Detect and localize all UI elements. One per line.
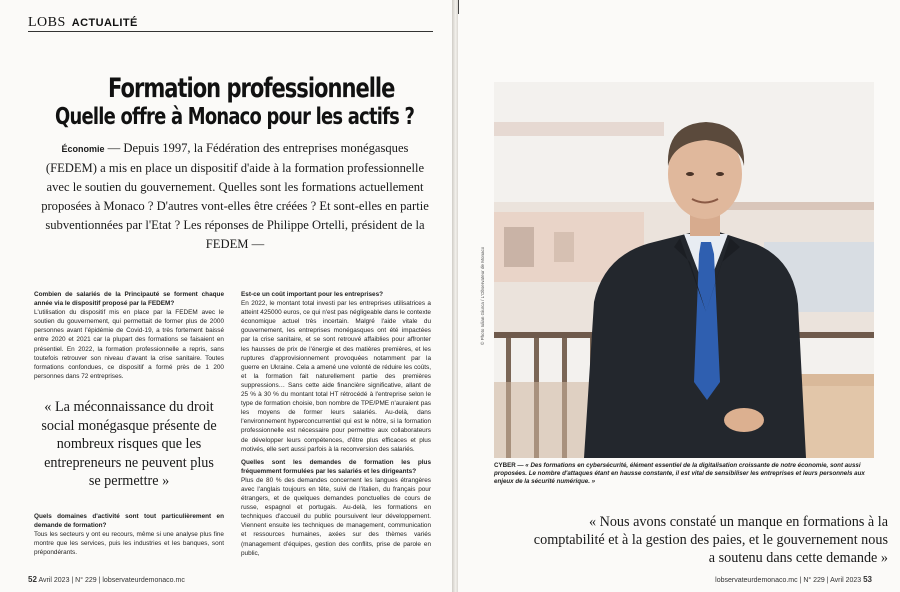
question-4: Quelles sont les demandes de formation les plus fréquemment formulées par les salariés et les dirigeants? [241,458,431,475]
folio-right-text: lobservateurdemonaco.mc | N° 229 | Avril 2023 [715,577,862,584]
header-rule [28,31,433,32]
crop-mark [458,0,459,14]
article-lead [40,139,430,254]
folio-right [715,575,872,584]
pull-quote-left: « La méconnaissance du droit social monégasque présente de nombreux risques que les entrepreneurs ne peuvent plus se permettre » [41,399,217,490]
hand [724,408,764,432]
question-3: Est-ce un coût important pour les entreprises? [241,291,384,298]
folio-left-text: Avril 2023 | N° 229 | lobservateurdemonaco.mc [38,577,185,584]
answer-4: Plus de 80 % des demandes concernent les langues étrangères avec l'anglais toujours en tête, suivi de l'italien, du français pour étrangers, et de quelques demandes ponctuelles de cours de russe, espagnol et portugais. Au-delà, les formations en techniques d'accueil du public poursuivent leur développement. Viennent ensuite les techniques de management, communication et ressources humaines, axées sur des thèmes variés (management d'équipes, gestion des conflits, prise de parole en public, [241,476,431,557]
pull-quote-right: « Nous avons constaté un manque en formations à la comptabilité et à la gestion des paies, et le gouvernement nous a soutenu dans cette demande » [533,514,888,566]
answer-3: En 2022, le montant total investi par les entreprises utilisatrices a atteint 425000 euros, ce qui n'est pas négligeable dans le contexte économique actuel très incertain. Malgré l'aide vitale du gouvernement, les entreprises monégasques ont été impactées par la crise sanitaire, et se sont retrouvé affaiblies pour affronter les hausses de prix de l'énergie et des matières premières, et les ruptures d'approvisionnement provoquées notamment par la guerre en Ukraine. Cela a amené une volonté de réduire les coûts, et la formation fait naturellement partie des premières suppressions… Sans cette aide financière significative, allant de 25 % à 30 % du montant total HT rétrocédé à l'entreprise selon le type de formation choisie, bon nombre de TPE/PME n'auraient pas les moyens de former leurs salariés. Au-delà, dans l'environnement hyperconcurrentiel qui est le nôtre, si la formation professionnelle est nécessaire pour permettre aux collaborateurs de développer leurs compétences, d'être plus efficaces et plus motivés, elle sert aussi parfois à la reconversion des salariés. [241,300,431,453]
answer-2: Tous les secteurs y ont eu recours, même si une analyse plus fine montre que les services, puis les industries et les banques, sont prépondérants. [34,531,224,557]
column-left-bottom [34,512,224,561]
folio-left [28,575,185,584]
suit-jacket [584,232,806,458]
section-rubric: ACTUALITÉ [71,17,138,29]
photo-credit: © Photo Iulian Giurca / L'Observateur de Monaco [480,246,485,345]
page-number-left: 52 [28,575,37,584]
lead-text: — Depuis 1997, la Fédération des entreprises monégasques (FEDEM) a mis en place un dispositif d'aide à la formation professionnelle avec le soutien du gouvernement. Quelles sont les formations actuellement proposées à Monaco ? D'autres vont-elles être créées ? Et sont-elles en partie subventionnées par l'Etat ? Les réponses de Philippe Ortelli, président de la FEDEM — [41,141,429,251]
photo-caption [494,462,874,487]
column-right [241,290,431,562]
right-page [458,0,900,592]
article-subtitle: Quelle offre à Monaco pour les actifs ? [55,104,415,130]
caption-label: CYBER [494,462,516,469]
page-number-right: 53 [863,575,872,584]
column-left [34,290,224,385]
portrait-photo [494,82,874,458]
caption-text: — « Des formations en cybersécurité, élément essentiel de la digitalisation croissante de notre économie, sont aussi proposées. Le nombre d'attaques étant en hausse constante, il est vital de sensibiliser les entreprises et leurs personnels aux enjeux de la sécurité numérique. » [494,462,865,486]
page-header [28,15,138,31]
question-2: Quels domaines d'activité sont tout particulièrement en demande de formation? [34,513,224,530]
article-title: Formation professionnelle [108,73,395,104]
portrait-illustration [494,82,874,458]
magazine-brand: LOBS [28,15,66,30]
answer-1: L'utilisation du dispositif mis en place par la FEDEM avec le soutien du gouvernement, qui permettait de former plus de 2000 personnes avant l'épidémie de Covid-19, a très fortement baissé entre 2020 et 2021 car la plupart des formations se faisaient en présentiel. En 2022, la formation professionnelle a repris, sans toutefois retrouver son niveau d'avant la crise sanitaire. Toutes formations confondues, ce dispositif a formé près de 1 200 personnes dans 72 entreprises. [34,309,224,380]
question-1: Combien de salariés de la Principauté se forment chaque année via le dispositif proposé par la FEDEM? [34,291,224,308]
lead-kicker: Économie [61,144,105,154]
